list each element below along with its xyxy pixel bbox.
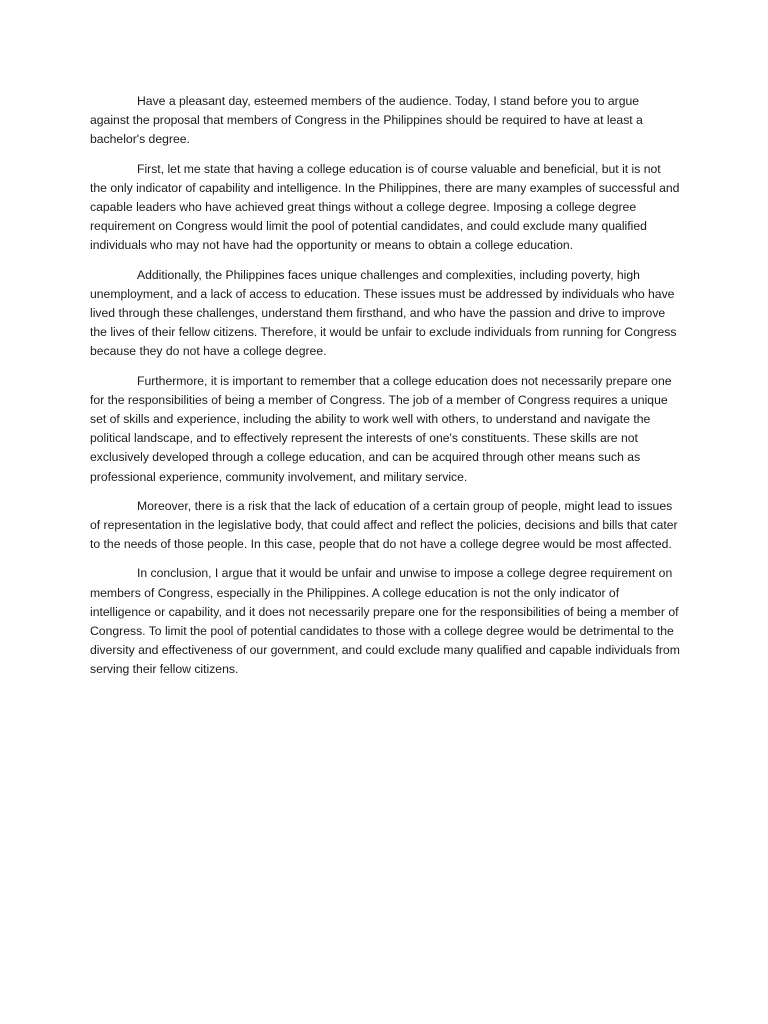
paragraph-additional-argument: Additionally, the Philippines faces unique challenges and complexities, including poverty, high unemployment, and a lack of access to education. These issues must be addressed by individuals who have lived through these challenges, understand them firsthand, and who have the passion and drive to improve the lives of their fellow citizens. Therefore, it would be unfair to exclude individuals from running for Congress because they do not have a college degree. <box>90 267 677 359</box>
document-body <box>90 92 680 690</box>
paragraph-introduction: Have a pleasant day, esteemed members of the audience. Today, I stand before you to argue against the proposal that members of Congress in the Philippines should be required to have at least a bachelor's degree. <box>90 94 643 147</box>
paragraph-further-argument: Furthermore, it is important to remember that a college education does not necessarily prepare one for the responsibilities of being a member of Congress. The job of a member of Congress requires a unique set of skills and experience, including the ability to work well with others, to understand and navigate the political landscape, and to effectively represent the interests of one's constituents. These skills are not exclusively developed through a college education, and can be acquired through other means such as professional experience, community involvement, and military service. <box>90 373 672 484</box>
paragraph-first-argument: First, let me state that having a college education is of course valuable and beneficial, but it is not the only indicator of capability and intelligence. In the Philippines, there are many examples of successful and capable leaders who have achieved great things without a college degree. Imposing a college degree requirement on Congress would limit the pool of potential candidates, and could exclude many qualified individuals who may not have had the opportunity or means to obtain a college education. <box>90 161 680 253</box>
paragraph-conclusion: In conclusion, I argue that it would be unfair and unwise to impose a college degree requirement on members of Congress, especially in the Philippines. A college education is not the only indicator of intelligence or capability, and it does not necessarily prepare one for the responsibilities of being a member of Congress. To limit the pool of potential candidates to those with a college degree would be detrimental to the diversity and effectiveness of our government, and could exclude many qualified and capable individuals from serving their fellow citizens. <box>90 566 680 677</box>
paragraph-moreover-argument: Moreover, there is a risk that the lack of education of a certain group of people, might lead to issues of representation in the legislative body, that could affect and reflect the policies, decisions and bills that cater to the needs of those people. In this case, people that do not have a college degree would be most affected. <box>90 498 678 552</box>
